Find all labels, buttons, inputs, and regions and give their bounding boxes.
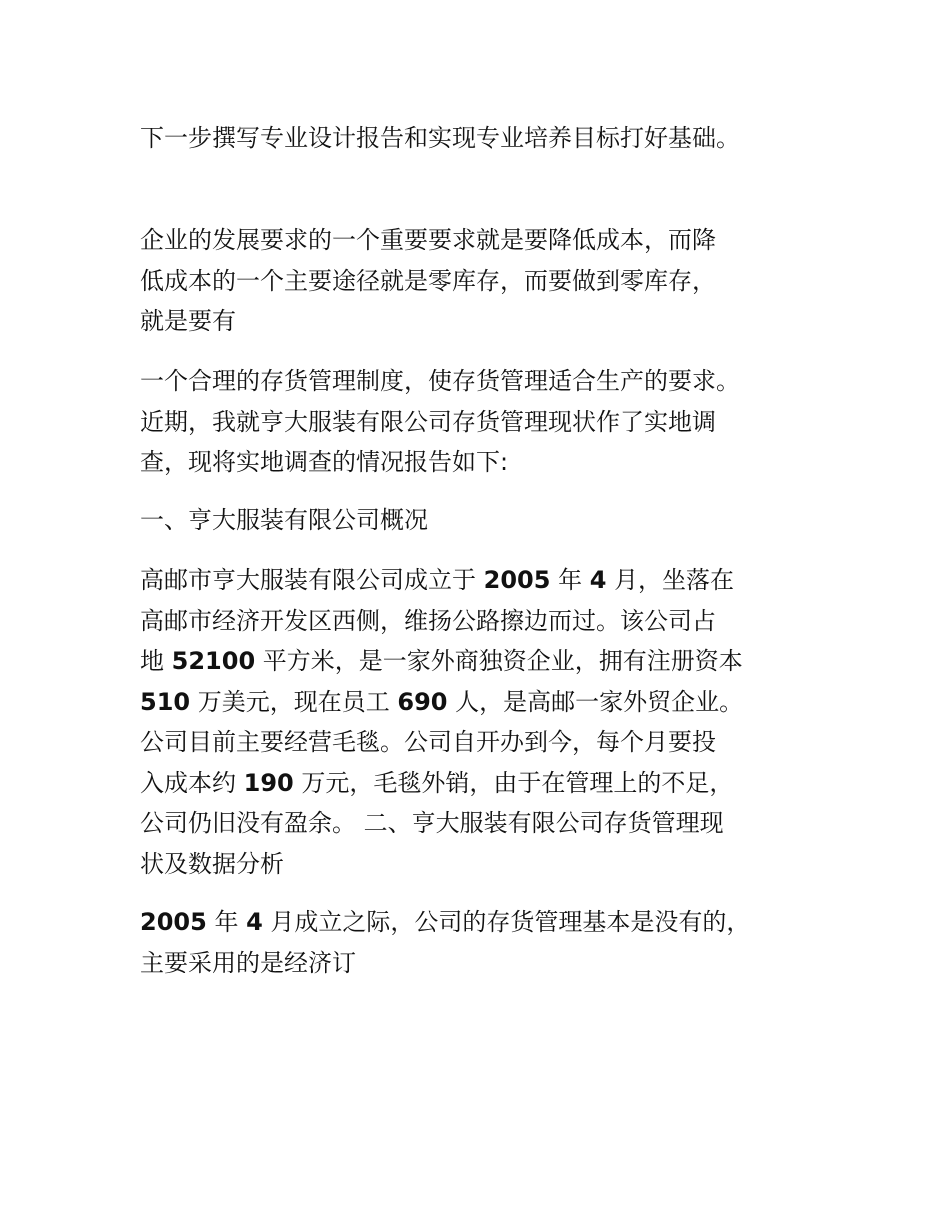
text-line: 下一步撰写专业设计报告和实现专业培养目标打好基础。 [140,124,740,152]
text-line: 查，现将实地调查的情况报告如下: [140,448,509,476]
bold-number: 52100 [171,647,256,675]
text-line: 一个合理的存货管理制度，使存货管理适合生产的要求。 [140,367,740,395]
text-line: 低成本的一个主要途径就是零库存，而要做到零库存， [140,266,716,295]
bold-number: 4 [246,908,263,936]
text-run: 入成本约 [140,768,236,797]
bold-number: 2005 [483,566,551,594]
text-line: 近期，我就亨大服装有限公司存货管理现状作了实地调 [140,407,716,436]
text-line: 高邮市经济开发区西侧，维扬公路擦边而过。该公司占 [140,606,716,635]
bold-number: 4 [589,566,607,594]
text-run: 年 [558,566,583,594]
section-heading: 一、亨大服装有限公司概况 [140,506,428,534]
text-line: 就是要有 [140,307,236,335]
paragraph-company-overview [140,560,820,884]
text-line [140,560,820,601]
paragraph-inventory-system [140,361,820,483]
text-line [140,763,820,804]
bold-number: 510 [140,687,191,716]
text-line: 公司仍旧没有盈余。 二、亨大服装有限公司存货管理现 [140,809,724,837]
bold-number: 190 [243,768,294,797]
text-run: 月成立之际，公司的存货管理基本是没有的， [270,908,751,936]
paragraph-cost-reduction [140,220,820,342]
text-run: 年 [214,908,239,936]
paragraph-inventory-history [140,902,820,983]
text-run: 地 [140,647,164,675]
text-line: 主要采用的是经济订 [140,948,356,977]
text-run: 高邮市亨大服装有限公司成立于 [140,566,476,594]
section-heading-overview [140,500,820,541]
text-line [140,902,820,943]
text-run: 万元，毛毯外销，由于在管理上的不足， [301,768,734,797]
text-run: 平方米，是一家外商独资企业，拥有注册资本 [262,647,743,675]
text-line: 公司目前主要经营毛毯。公司自开办到今，每个月要投 [140,728,716,756]
text-run: 人，是高邮一家外贸企业。 [455,687,744,716]
paragraph-intro [140,118,820,159]
text-line [140,682,820,723]
text-line: 状及数据分析 [140,849,284,878]
text-line: 企业的发展要求的一个重要要求就是要降低成本，而降 [140,226,716,254]
text-line [140,641,820,682]
text-run: 万美元，现在员工 [197,687,390,716]
text-run: 月，坐落在 [614,566,735,594]
bold-number: 690 [397,687,448,716]
bold-number: 2005 [140,908,207,936]
